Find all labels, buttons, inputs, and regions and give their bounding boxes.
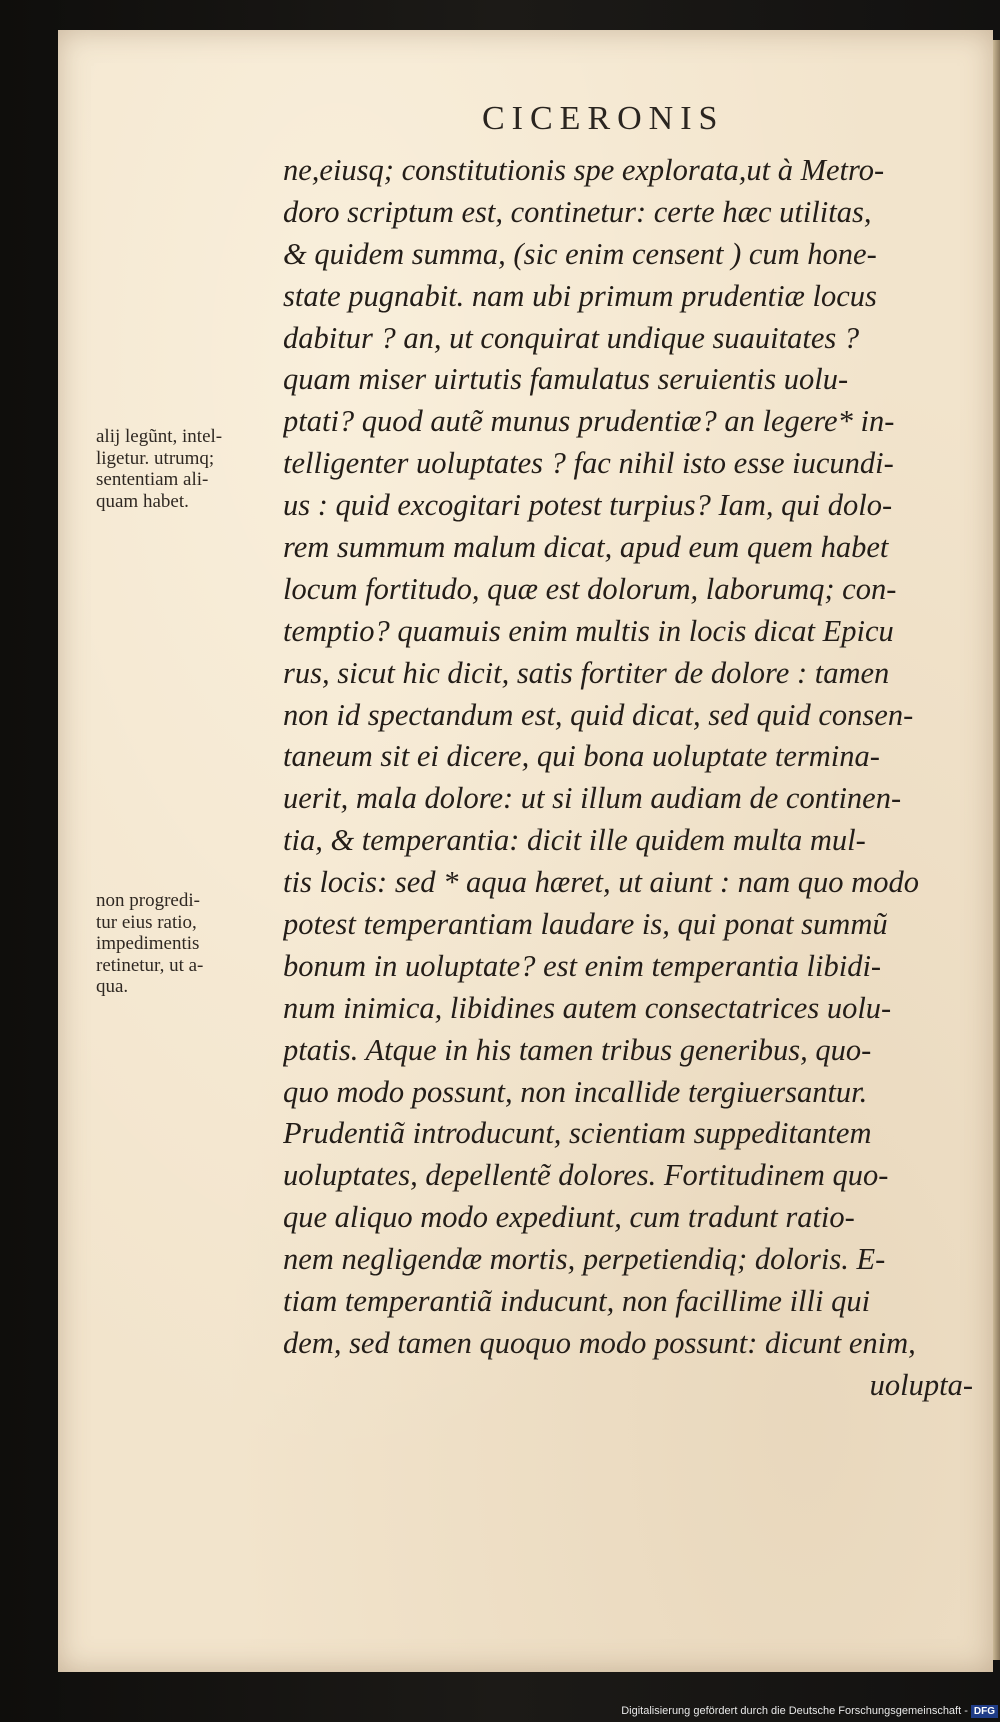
body-line: que aliquo modo expediunt, cum tradunt ratio-	[283, 1200, 855, 1235]
digitization-credit	[590, 1703, 998, 1719]
body-line: uoluptates, depellentẽ dolores. Fortitudinem quo-	[283, 1158, 889, 1193]
body-line: us : quid excogitari potest turpius? Iam, qui dolo-	[283, 488, 893, 523]
body-line: state pugnabit. nam ubi primum prudentiæ locus	[283, 278, 877, 313]
margin-note-line: alij legũnt, intel-	[96, 426, 223, 447]
catchword: uolupta-	[869, 1367, 973, 1402]
body-line: tiam temperantiã inducunt, non facillime illi qui	[283, 1284, 871, 1319]
body-line: potest temperantiam laudare is, qui ponat summũ	[283, 907, 888, 942]
body-line: & quidem summa, (sic enim censent ) cum hone-	[283, 236, 877, 271]
margin-note-line: qua.	[96, 976, 129, 997]
body-line: doro scriptum est, continetur: certe hæc utilitas,	[283, 194, 872, 229]
margin-note-line: quam habet.	[96, 490, 189, 512]
body-line: taneum sit ei dicere, qui bona uoluptate termina-	[283, 739, 880, 774]
body-line: telligenter uoluptates ? fac nihil isto esse iucundi-	[283, 446, 894, 481]
body-line: non id spectandum est, quid dicat, sed quid consen-	[283, 697, 914, 732]
body-line: num inimica, libidines autem consectatrices uolu-	[283, 990, 892, 1025]
body-line: quam miser uirtutis famulatus seruientis uolu-	[283, 362, 849, 397]
margin-note-line: impedimentis	[96, 933, 200, 954]
body-line: bonum in uoluptate? est enim temperantia libidi-	[283, 948, 882, 983]
body-line: quo modo possunt, non incallide tergiuersantur.	[283, 1074, 868, 1109]
body-line: locum fortitudo, quæ est dolorum, laborumq; con-	[283, 571, 897, 606]
credit-text: Digitalisierung gefördert durch die Deutsche Forschungsgemeinschaft -	[621, 1705, 968, 1717]
body-line: ne,eiusq; constitutionis spe explorata,ut à Metro-	[283, 153, 885, 187]
dfg-logo: DFG	[971, 1705, 998, 1718]
body-line: tia, & temperantia: dicit ille quidem multa mul-	[283, 823, 866, 858]
body-line: tis locis: sed * aqua hæret, ut aiunt : nam quo modo	[283, 865, 919, 900]
margin-note-line: retinetur, ut a-	[96, 954, 204, 976]
body-line: ptati? quod autẽ munus prudentiæ? an legere* in-	[283, 404, 895, 439]
body-line: uerit, mala dolore: ut si illum audiam de continen-	[283, 781, 902, 816]
margin-note-line: ligetur. utrumq;	[96, 447, 215, 469]
body-line: Prudentiã introducunt, scientiam suppeditantem	[283, 1116, 872, 1151]
body-line: rus, sicut hic dicit, satis fortiter de dolore : tamen	[283, 655, 890, 690]
margin-note-1	[96, 426, 276, 512]
body-line: rem summum malum dicat, apud eum quem habet	[283, 530, 889, 565]
body-line: temptio? quamuis enim multis in locis dicat Epicu	[283, 613, 894, 648]
body-line: dem, sed tamen quoquo modo possunt: dicunt enim,	[283, 1325, 916, 1360]
margin-note-line: non progredi-	[96, 890, 200, 911]
running-head: CICERONIS	[482, 100, 725, 137]
margin-note-line: tur eius ratio,	[96, 911, 197, 933]
body-text	[283, 150, 973, 1407]
margin-note-2	[96, 890, 276, 998]
body-line: dabitur ? an, ut conquirat undique suauitates ?	[283, 320, 860, 355]
body-line: nem negligendæ mortis, perpetiendiq; doloris. E-	[283, 1242, 886, 1277]
margin-note-line: sententiam ali-	[96, 469, 209, 490]
body-line: ptatis. Atque in his tamen tribus generibus, quo-	[283, 1032, 872, 1067]
page-edge	[993, 40, 1000, 1660]
